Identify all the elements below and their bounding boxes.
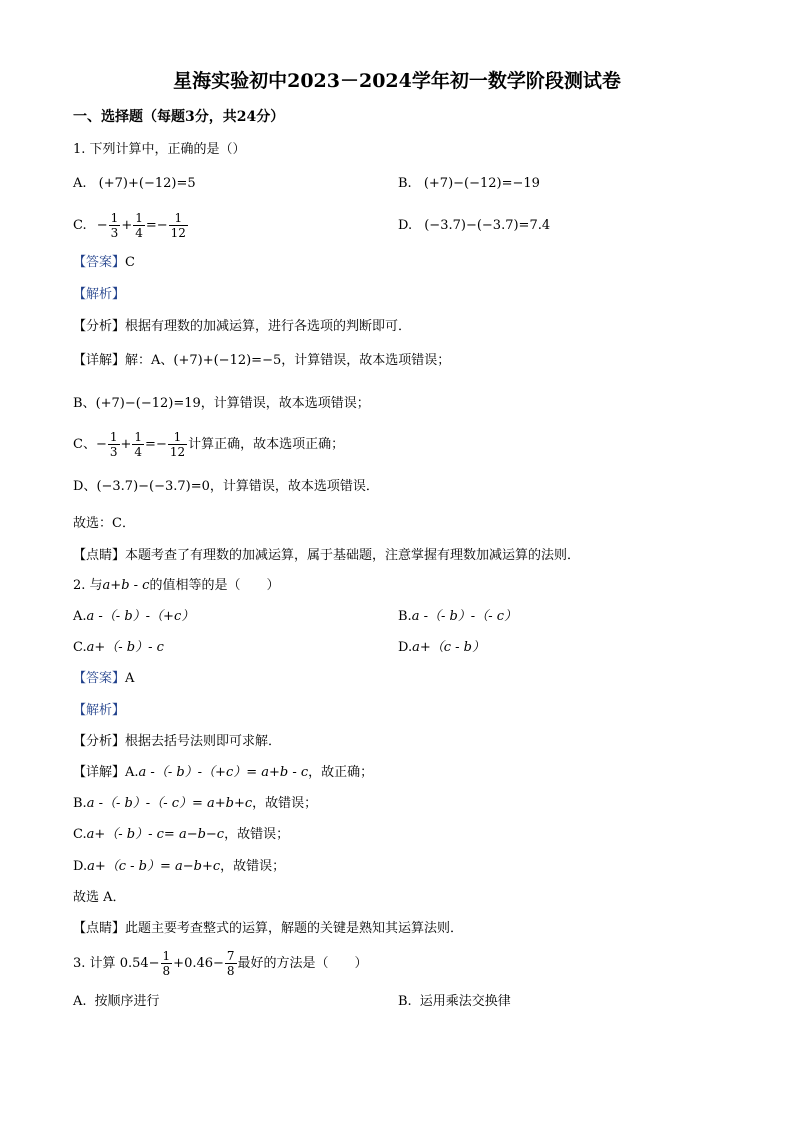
numerator: 1	[162, 949, 171, 963]
minus-sign: −	[96, 218, 108, 233]
q1-option-b	[398, 175, 540, 193]
comment-text: 本题考查了有理数的加减运算，属于基础题，注意掌握有理数加减运算的法则．	[125, 548, 581, 563]
q1-choose: 故选：C．	[73, 516, 135, 531]
fraction	[169, 211, 188, 240]
detail-expr: a -（- b）-（+c）= a+b - c	[138, 765, 309, 780]
q2-option-b	[398, 608, 517, 626]
detail-prefix: C.	[73, 827, 87, 842]
detail-prefix: D、	[73, 479, 97, 494]
q1-option-c	[73, 206, 189, 246]
plus-sign: +	[120, 437, 132, 452]
numerator: 1	[109, 430, 118, 444]
comment-label: 【点睛】	[73, 548, 126, 563]
q1-detail-c	[73, 425, 344, 465]
numerator: 1	[168, 430, 187, 445]
q1-option-a	[73, 175, 196, 193]
detail-expr: a+（- b）- c= a−b−c	[86, 827, 225, 842]
detail-label: 【详解】	[73, 765, 126, 780]
q1-stem: 1. 下列计算中，正确的是（）	[73, 142, 246, 157]
stem-post: 的值相等的是（ ）	[149, 578, 280, 593]
minus-sign: −	[95, 437, 107, 452]
answer-label: 【答案】	[73, 255, 126, 270]
detail-expr: (−3.7)−(−3.7)=0	[96, 479, 210, 494]
denominator: 3	[109, 445, 118, 459]
q2-stem	[73, 577, 279, 595]
q2-analysis	[73, 733, 281, 751]
stem-term: 0.54−	[119, 956, 160, 971]
analysis-label: 【分析】	[73, 734, 126, 749]
q2-choose: 故选 A．	[73, 890, 126, 905]
option-letter: A.	[73, 994, 87, 1009]
numerator: 1	[135, 211, 143, 225]
detail-expr: (+7)+(−12)=−5	[173, 353, 282, 368]
option-expr: (+7)−(−12)=−19	[423, 176, 540, 191]
q1-analysis-head: 【解析】	[73, 287, 126, 302]
q2-detail-a	[73, 764, 373, 782]
answer-value: C	[125, 255, 135, 270]
q3-stem	[73, 944, 368, 984]
numerator: 7	[226, 949, 235, 963]
fraction	[225, 949, 237, 978]
q1-analysis	[73, 318, 411, 336]
fraction	[109, 211, 121, 240]
q1-detail-b	[73, 395, 370, 413]
q2-detail-d	[73, 858, 285, 876]
q2-option-c	[73, 639, 164, 657]
q1-detail-a	[73, 352, 450, 370]
q2-detail-b	[73, 795, 317, 813]
q1-option-d	[398, 217, 550, 235]
denominator: 4	[135, 226, 143, 240]
comment-text: 此题主要考查整式的运算，解题的关键是熟知其运算法则．	[125, 921, 464, 936]
option-text: 运用乘法交换律	[419, 994, 511, 1009]
equals-sign: =−	[145, 218, 168, 233]
option-expr: a+（c - b）	[412, 640, 485, 655]
analysis-text: 根据有理数的加减运算，进行各选项的判断即可．	[125, 319, 412, 334]
option-letter: C.	[73, 640, 87, 655]
analysis-text: 根据去括号法则即可求解．	[125, 734, 282, 749]
comment-label: 【点睛】	[73, 921, 126, 936]
fraction	[161, 949, 173, 978]
numerator: 1	[169, 211, 188, 226]
detail-prefix: C、	[73, 437, 96, 452]
option-letter: B.	[398, 994, 412, 1009]
fraction	[133, 211, 145, 240]
option-expr: (+7)+(−12)=5	[98, 176, 196, 191]
detail-prefix: A.	[125, 765, 139, 780]
option-letter: D.	[398, 640, 413, 655]
q1-detail-d	[73, 478, 379, 496]
stem-pre: 2. 与	[73, 578, 103, 593]
detail-suffix: ，故错误；	[224, 827, 290, 842]
detail-label: 【详解】	[73, 353, 126, 368]
denominator: 3	[110, 226, 119, 240]
stem-pre: 3. 计算	[73, 956, 116, 971]
q3-option-b	[398, 993, 511, 1011]
q3-option-a	[73, 993, 160, 1011]
option-expr: a -（- b）-（- c）	[411, 609, 518, 624]
detail-suffix: ，计算错误，故本选项错误．	[209, 479, 379, 494]
option-expr: (−3.7)−(−3.7)=7.4	[424, 218, 551, 233]
stem-term: +0.46−	[173, 956, 224, 971]
answer-label: 【答案】	[73, 671, 126, 686]
option-letter: D.	[398, 218, 413, 233]
q2-comment	[73, 920, 463, 938]
equals-sign: =−	[145, 437, 167, 452]
denominator: 8	[162, 964, 171, 978]
detail-suffix: 计算正确，故本选项正确；	[188, 437, 345, 452]
denominator: 12	[170, 226, 186, 240]
q2-answer	[73, 670, 134, 688]
plus-sign: +	[121, 218, 133, 233]
option-letter: A.	[73, 176, 87, 191]
detail-prefix: B、	[73, 396, 96, 411]
detail-expr: a+（c - b）= a−b+c	[87, 859, 221, 874]
option-letter: A.	[73, 609, 87, 624]
detail-prefix: D.	[73, 859, 88, 874]
detail-prefix: B.	[73, 796, 87, 811]
detail-suffix: ，故正确；	[308, 765, 374, 780]
q2-option-a	[73, 608, 194, 626]
detail-expr: a -（- b）-（- c）= a+b+c	[86, 796, 253, 811]
q1-answer	[73, 254, 135, 272]
answer-value: A	[125, 671, 135, 686]
denominator: 8	[226, 964, 235, 978]
detail-prefix: 解：A、	[125, 353, 174, 368]
detail-suffix: ，计算错误，故本选项错误；	[281, 353, 451, 368]
option-letter: C.	[73, 218, 87, 233]
numerator: 1	[134, 430, 143, 444]
section-header: 一、选择题（每题3分，共24分）	[73, 109, 285, 125]
q2-option-d	[398, 639, 485, 657]
q1-comment	[73, 547, 580, 565]
q2-detail-c	[73, 826, 289, 844]
detail-suffix: ，故错误；	[220, 859, 286, 874]
analysis-label: 【分析】	[73, 319, 126, 334]
fraction	[168, 430, 187, 459]
stem-post: 最好的方法是（ ）	[237, 956, 368, 971]
detail-expr: (+7)−(−12)=19	[95, 396, 201, 411]
fraction	[108, 430, 120, 459]
denominator: 4	[134, 445, 143, 459]
option-expr: a -（- b）-（+c）	[86, 609, 195, 624]
numerator: 1	[110, 211, 119, 225]
option-expr: a+（- b）- c	[86, 640, 164, 655]
fraction	[132, 430, 144, 459]
page-title: 星海实验初中2023－2024学年初一数学阶段测试卷	[173, 70, 621, 92]
detail-suffix: ，故错误；	[252, 796, 318, 811]
option-letter: B.	[398, 609, 412, 624]
denominator: 12	[169, 445, 186, 459]
stem-expr: a+b - c	[102, 578, 150, 593]
q2-analysis-head: 【解析】	[73, 703, 126, 718]
option-letter: B.	[398, 176, 412, 191]
option-text: 按顺序进行	[94, 994, 160, 1009]
detail-suffix: ，计算错误，故本选项错误；	[200, 396, 370, 411]
